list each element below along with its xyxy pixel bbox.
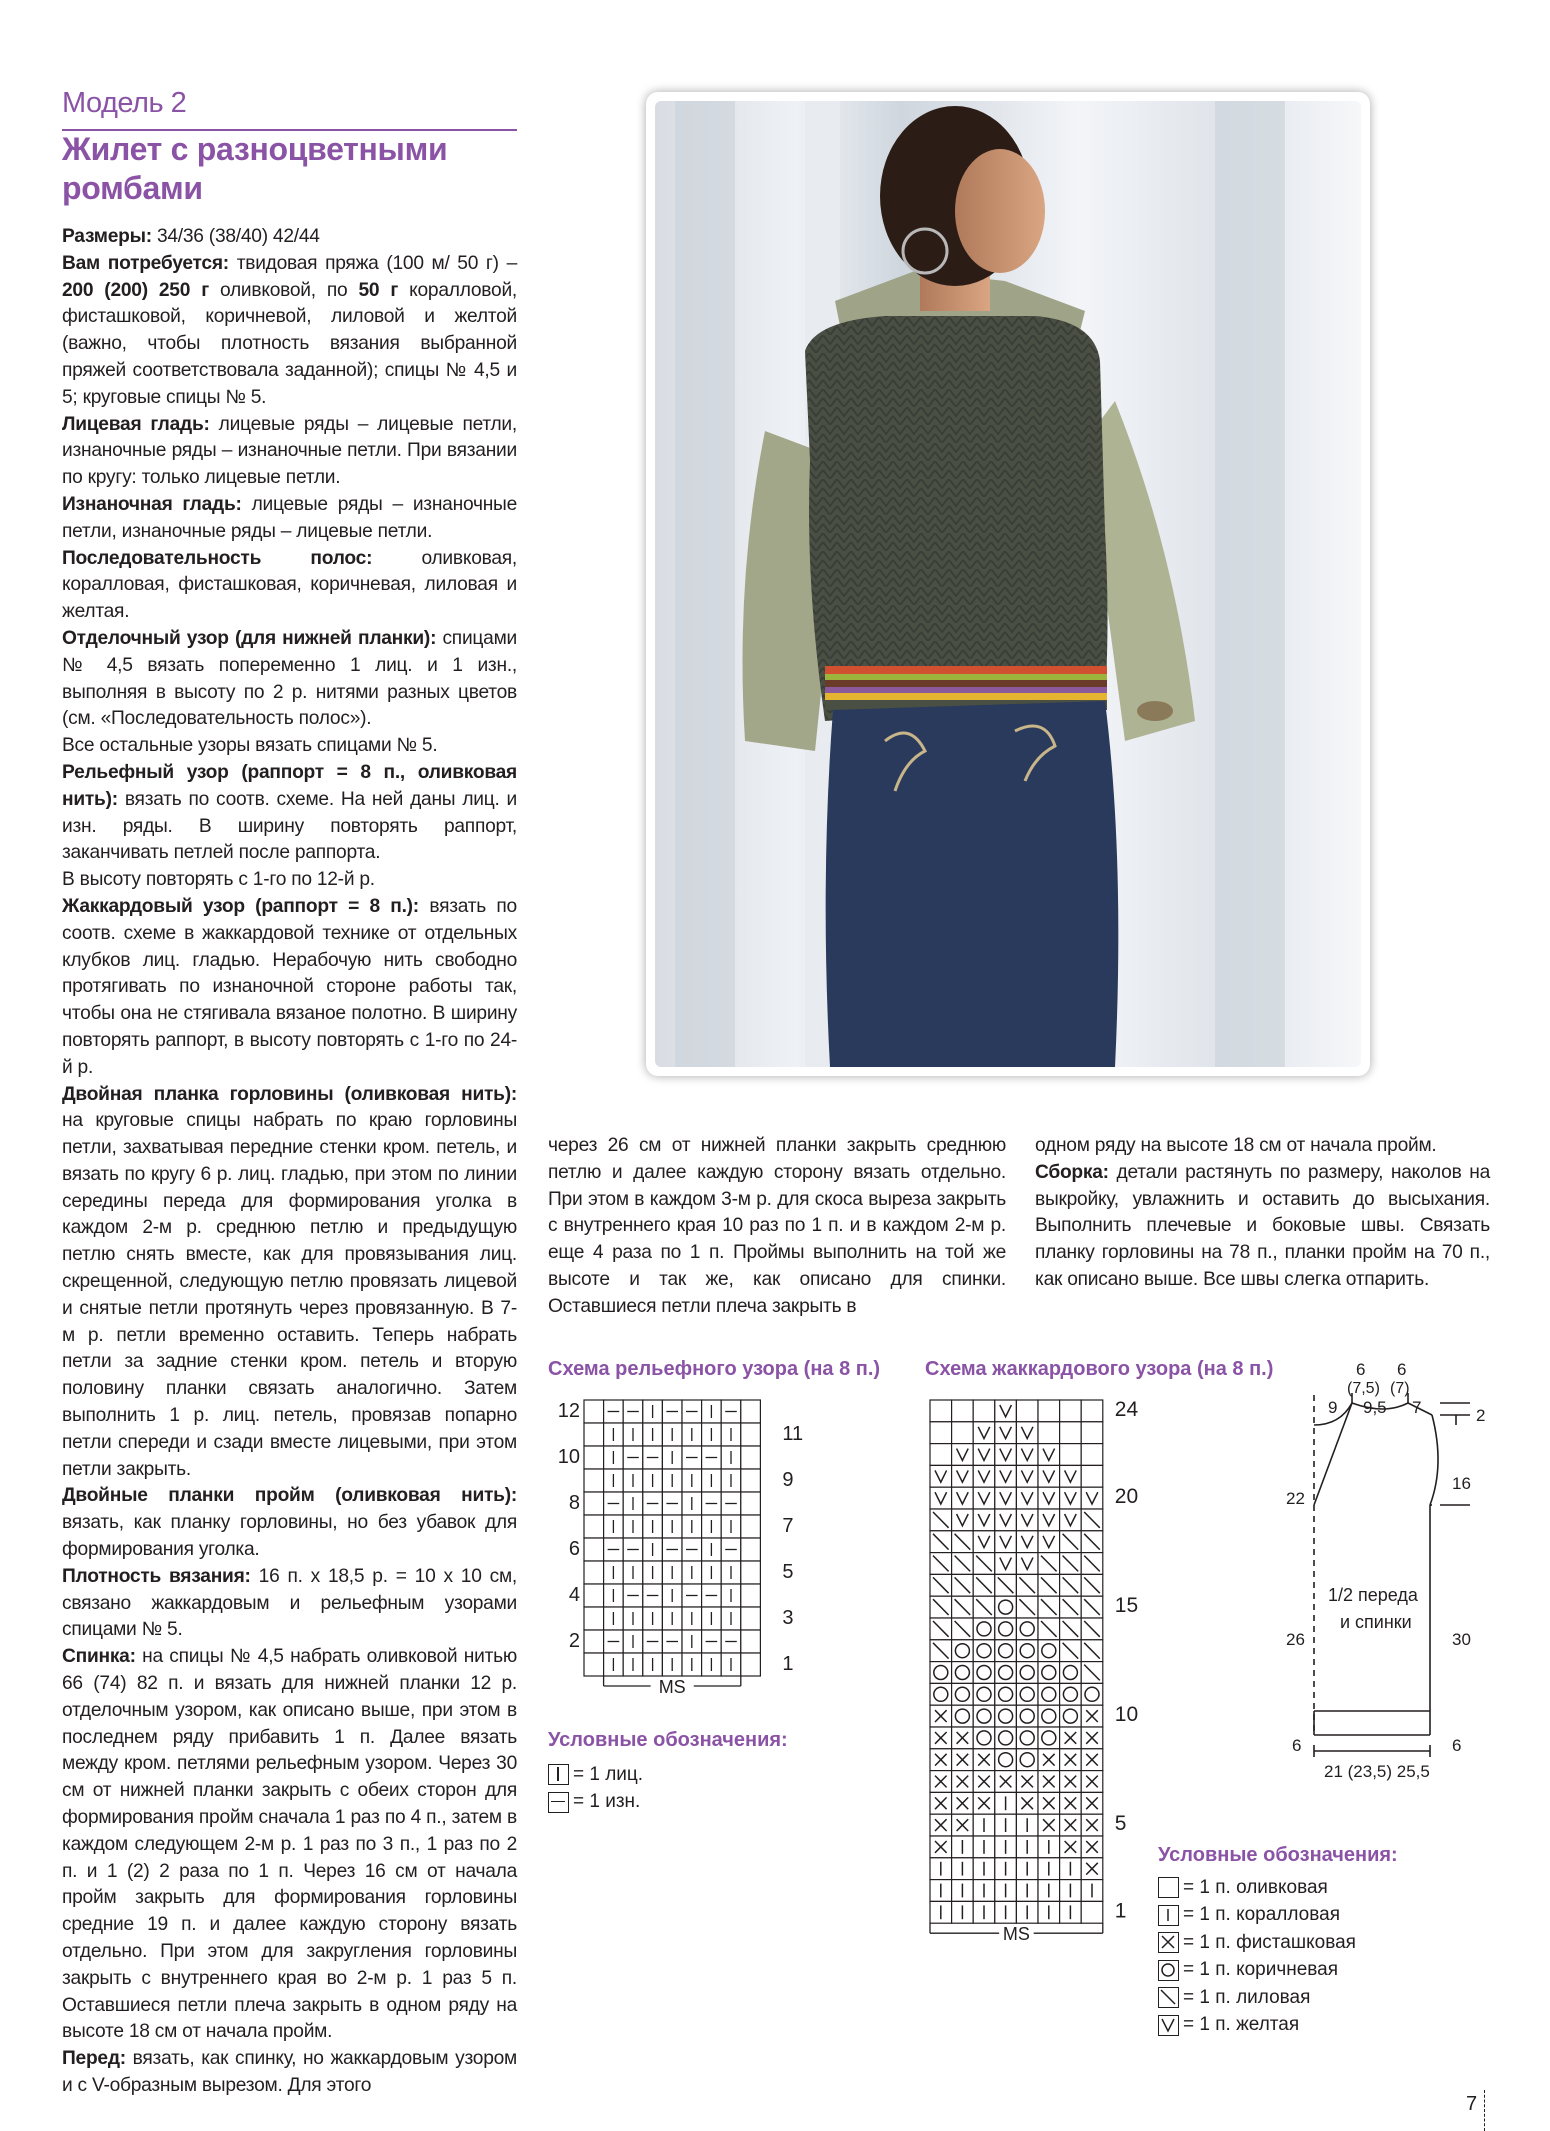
jacquard-chart <box>920 1390 1160 1990</box>
relief-row-number: 2 <box>568 1630 580 1652</box>
legend-purl-label: = 1 изн. <box>573 1791 641 1813</box>
jacquard-cell <box>995 1509 1017 1531</box>
relief-cell <box>741 1584 761 1607</box>
relief-cell <box>741 1515 761 1538</box>
paragraph <box>62 251 517 412</box>
legend-row-o <box>1158 1957 1356 1985</box>
jacquard-cell <box>1081 1400 1103 1422</box>
schematic-top2: 6 <box>1397 1360 1407 1379</box>
relief-cell <box>584 1492 604 1515</box>
relief-cell <box>584 1515 604 1538</box>
jacquard-cell <box>1060 1400 1082 1422</box>
text-run: на круговые спицы набрать по краю горловины петли, захватывая передние стенки кром. петель, и вязать по кругу 6 р. лиц. гладью, при этом по линии середины переда для формирования уголка в каждом 2-м р. среднюю петлю и предыдущую петлю снять вместе, как для провязывания лиц. скрещенной, следующую петлю провязать лицевой и снятые петли протянуть через провязанную. В 7-м р. петли временно оставить. Теперь набрать петли за задние стенки кром. петель и вторую половину планки связать аналогично. Затем выполнить 1 р. лиц. петель, провязав попарно петли спереди и сзади вместе лицевыми, при этом петли закрыть. <box>62 1110 517 1480</box>
text-column-3 <box>1035 1133 1490 1294</box>
text-column-2 <box>548 1133 1006 1321</box>
jacquard-cell <box>973 1400 995 1422</box>
jacquard-cell <box>1060 1422 1082 1444</box>
v-symbol-icon <box>1158 2015 1179 2036</box>
paragraph <box>62 224 517 251</box>
jacquard-cell <box>1038 1487 1060 1509</box>
legend-label: = 1 п. лиловая <box>1183 1986 1311 2008</box>
jacquard-cell <box>1016 1465 1038 1487</box>
paragraph <box>62 2046 517 2100</box>
relief-cell <box>741 1423 761 1446</box>
jacquard-cell <box>952 1465 974 1487</box>
relief-row-number: 7 <box>782 1515 794 1537</box>
relief-grid <box>584 1400 760 1676</box>
jacquard-cell <box>930 1422 952 1444</box>
jacquard-cell <box>1038 1400 1060 1422</box>
relief-legend-title: Условные обозначения: <box>548 1729 788 1751</box>
relief-row-number: 1 <box>782 1653 794 1675</box>
text-run: на спицы № 4,5 набрать оливковой нитью 66 (74) 82 п. и вязать для нижней планки 12 р. отделочным узором, как описано выше, при этом в последнем ряду прибавить 1 п. Далее вязать между кром. петлями рельефным узором. Через 30 см от нижней планки закрыть с обеих сторон для формирования пройм сначала 1 раз по 4 п., затем в каждом следующем 2-м р. 1 раз по 3 п., 1 раз по 2 п. и 1 (2) 2 раза по 1 п. Через 16 см от начала пройм закрыть для формирования горловины средние 19 п. и далее каждую сторону вязать отдельно. При этом для закругления горловины закрыть с внутреннего края во 2-м р. 1 раз 5 п. Оставшиеся петли плеча закрыть в одном ряду на высоте 18 см от начала пройм. <box>62 1646 517 2043</box>
schematic-bottom: 21 (23,5) 25,5 <box>1324 1762 1430 1781</box>
text-run: твидовая пряжа (100 м/ 50 г) – <box>228 252 517 274</box>
relief-cell <box>741 1446 761 1469</box>
relief-cell <box>741 1561 761 1584</box>
relief-row-number: 4 <box>568 1584 580 1606</box>
paragraph <box>548 1133 1006 1321</box>
text-run: вязать по соотв. схеме в жаккардовой технике от отдельных клубков лиц. гладью. Нерабочую нить свободно протягивать по изнаночной стороне работы так, чтобы она не стягивала вязаное полотно. В ширину повторять раппорт, в высоту повторять с 1-го по 24-й р. <box>62 895 517 1078</box>
text-run: вязать, как планку горловины, но без убавок для формирования уголка. <box>62 1512 517 1561</box>
relief-cell <box>741 1607 761 1630</box>
schematic-right-30: 30 <box>1452 1630 1471 1649</box>
legend-label: = 1 п. коричневая <box>1183 1959 1339 1981</box>
jacquard-cell <box>930 1444 952 1466</box>
jacquard-cell <box>1016 1531 1038 1553</box>
jacquard-cell <box>995 1422 1017 1444</box>
bold-run: Двойные планки пройм (оливковая нить): <box>62 1485 517 1507</box>
bold-run: Последовательность полос: <box>62 547 373 569</box>
jacquard-cell <box>952 1444 974 1466</box>
jacquard-cell <box>1060 1509 1082 1531</box>
relief-cell <box>584 1584 604 1607</box>
text-run: через 26 см от нижней планки закрыть среднюю петлю и далее каждую сторону вязать отдельно. При этом в каждом 3-м р. для скоса выреза закрыть с внутреннего края 10 раз по 1 п. и в каждом 2-м р. еще 4 раза по 1 п. Проймы выполнить на той же высоте и так же, как описано для спинки. Оставшиеся петли плеча закрыть в <box>548 1135 1006 1317</box>
jacquard-row-number: 20 <box>1114 1485 1139 1509</box>
text-run: Все остальные узоры вязать спицами № 5. <box>62 735 438 757</box>
bold-run: Перед: <box>62 2048 126 2070</box>
relief-legend <box>548 1761 643 1816</box>
jacquard-cell <box>1016 1509 1038 1531</box>
text-run: лицевые ряды – лицевые петли, изнаночные ряды – изнаночные петли. При вязании по кругу: только лицевые петли. <box>62 413 517 489</box>
relief-row-number: 6 <box>568 1538 580 1560</box>
jacquard-row-number: 10 <box>1114 1703 1139 1727</box>
garment-schematic <box>1270 1355 1520 1805</box>
empty-symbol-icon <box>1158 1877 1179 1898</box>
jacquard-cell <box>973 1422 995 1444</box>
relief-cell <box>584 1400 604 1423</box>
jacquard-cell <box>973 1531 995 1553</box>
schematic-neck: 9 <box>1328 1398 1338 1417</box>
legend-knit-label: = 1 лиц. <box>573 1763 644 1785</box>
bold-run: Спинка: <box>62 1646 136 1668</box>
jacquard-cell <box>1038 1465 1060 1487</box>
paragraph <box>62 760 517 867</box>
bold-run: 200 (200) 250 г <box>62 279 209 301</box>
relief-cell <box>741 1492 761 1515</box>
paragraph <box>62 546 517 626</box>
jacquard-cell <box>973 1509 995 1531</box>
jacquard-cell <box>952 1400 974 1422</box>
jacquard-row-number: 15 <box>1114 1594 1139 1618</box>
schematic-left-6: 6 <box>1292 1736 1302 1755</box>
schematic-neck2: 9,5 <box>1363 1398 1387 1417</box>
jacquard-cell <box>1081 1422 1103 1444</box>
jacquard-legend <box>1158 1874 1356 2039</box>
jacquard-cell <box>1016 1444 1038 1466</box>
jacquard-cell <box>1016 1400 1038 1422</box>
jacquard-cell <box>952 1422 974 1444</box>
jacquard-cell <box>930 1465 952 1487</box>
legend-row-vert <box>1158 1902 1356 1930</box>
paragraph <box>62 1082 517 1484</box>
bold-run: 50 г <box>358 279 399 301</box>
text-run: детали растянуть по размеру, наколов на выкройку, увлажнить и оставить до высыхания. Выполнить плечевые и боковые швы. Связать планку горловины на 78 п., планки пройм на 70 п., как описано выше. Все швы слегка отпарить. <box>1035 1161 1490 1290</box>
photo-frame <box>646 92 1370 1076</box>
schematic-left-26: 26 <box>1286 1630 1305 1649</box>
bold-run: Сборка: <box>1035 1161 1109 1183</box>
paragraph <box>1035 1160 1490 1294</box>
jacquard-cell <box>1038 1444 1060 1466</box>
text-run: одном ряду на высоте 18 см от начала пройм. <box>1035 1135 1437 1156</box>
jacquard-cell <box>952 1487 974 1509</box>
diag-symbol-icon <box>1158 1987 1179 2008</box>
paragraph <box>62 412 517 492</box>
schematic-label-1: 1/2 переда <box>1328 1585 1418 1605</box>
relief-ms-label: MS <box>658 1677 686 1697</box>
bold-run: Отделочный узор (для нижней планки): <box>62 627 437 649</box>
relief-cell <box>584 1538 604 1561</box>
purl-symbol-icon <box>548 1792 569 1813</box>
relief-cell <box>741 1653 761 1676</box>
paragraph <box>62 894 517 1082</box>
paragraph <box>62 867 517 894</box>
jacquard-grid <box>930 1400 1103 1923</box>
text-run: 16 п. х 18,5 р. = 10 х 10 см, связано жаккардовым и рельефным узорами спицами № 5. <box>62 1565 517 1641</box>
jacquard-cell <box>1081 1444 1103 1466</box>
text-run: коралловой, фисташковой, коричневой, лиловой и желтой (важно, чтобы плотность вязания выбранной пряжей соответствовала заданной); спицы № 4,5 и 5; круговые спицы № 5. <box>62 279 518 408</box>
bold-run: Вам потребуется: <box>62 252 229 274</box>
legend-label: = 1 п. коралловая <box>1183 1904 1340 1926</box>
bold-run: Изнаночная гладь: <box>62 493 242 515</box>
paragraph <box>62 626 517 733</box>
paragraph <box>1035 1133 1490 1160</box>
jacquard-cell <box>1016 1487 1038 1509</box>
bold-run: Лицевая гладь: <box>62 413 210 435</box>
jacquard-cell <box>1016 1553 1038 1575</box>
relief-cell <box>584 1630 604 1653</box>
schematic-neck3: 7 <box>1412 1398 1422 1417</box>
x-symbol-icon <box>1158 1932 1179 1953</box>
relief-cell <box>584 1446 604 1469</box>
text-run: В высоту повторять с 1-го по 12-й р. <box>62 869 375 891</box>
relief-row-number: 10 <box>557 1446 580 1468</box>
relief-cell <box>584 1607 604 1630</box>
legend-knit <box>548 1761 643 1789</box>
relief-cell <box>584 1423 604 1446</box>
jacquard-row-number: 5 <box>1114 1812 1127 1836</box>
jacquard-cell <box>995 1553 1017 1575</box>
jacquard-cell <box>1081 1901 1103 1923</box>
title-line-2: ромбами <box>62 170 203 206</box>
jacquard-cell <box>1038 1531 1060 1553</box>
bold-run: Жаккардовый узор (раппорт = 8 п.): <box>62 895 419 917</box>
jacquard-cell <box>952 1509 974 1531</box>
jacquard-cell <box>995 1444 1017 1466</box>
relief-row-number: 9 <box>782 1469 794 1491</box>
relief-row-number: 5 <box>782 1561 794 1583</box>
jacquard-cell <box>995 1531 1017 1553</box>
jacquard-cell <box>930 1487 952 1509</box>
schematic-top2b: (7) <box>1390 1380 1410 1397</box>
jacquard-cell <box>1060 1487 1082 1509</box>
legend-row-v <box>1158 2012 1356 2040</box>
jacquard-cell <box>1016 1422 1038 1444</box>
relief-row-number: 8 <box>568 1492 580 1514</box>
text-run: оливковой, по <box>208 279 359 301</box>
text-column-1 <box>62 224 517 2100</box>
jacquard-cell <box>1060 1465 1082 1487</box>
bold-run: Рельефный узор (раппорт = 8 п., оливковая нить): <box>62 761 517 810</box>
relief-chart-title: Схема рельефного узора (на 8 п.) <box>548 1358 881 1380</box>
relief-cell <box>584 1653 604 1676</box>
text-run: спицами № 4,5 вязать попеременно 1 лиц. и 1 изн., выполняя в высоту по 2 р. нитями разных цветов (см. «Последовательность полос»). <box>62 627 517 730</box>
jacquard-cell <box>995 1487 1017 1509</box>
jacquard-cell <box>1038 1422 1060 1444</box>
legend-row-diag <box>1158 1984 1356 2012</box>
paragraph <box>62 1483 517 1563</box>
relief-cell <box>741 1469 761 1492</box>
jacquard-row-number: 1 <box>1114 1899 1127 1923</box>
relief-chart <box>540 1390 840 1730</box>
legend-row-x <box>1158 1929 1356 1957</box>
vert-symbol-icon <box>1158 1905 1179 1926</box>
legend-purl <box>548 1789 643 1817</box>
jacquard-cell <box>930 1400 952 1422</box>
jacquard-chart-title: Схема жаккардового узора (на 8 п.) <box>925 1358 1274 1380</box>
page-title <box>62 130 532 208</box>
legend-label: = 1 п. оливковая <box>1183 1876 1328 1898</box>
jacquard-cell <box>973 1444 995 1466</box>
paragraph <box>62 492 517 546</box>
bold-run: Двойная планка горловины (оливковая нить): <box>62 1083 517 1105</box>
title-line-1: Жилет с разноцветными <box>62 131 448 167</box>
relief-row-number: 11 <box>782 1423 804 1445</box>
schematic-right-top: 2 <box>1476 1406 1486 1425</box>
schematic-label-2: и спинки <box>1340 1612 1412 1632</box>
text-run: лицевые ряды – изнаночные петли, изнаночные ряды – лицевые петли. <box>62 493 517 542</box>
relief-cell <box>741 1538 761 1561</box>
text-run: вязать по соотв. схеме. На ней даны лиц. и изн. ряды. В ширину повторять раппорт, заканчивать петлей после раппорта. <box>62 788 517 864</box>
o-symbol-icon <box>1158 1960 1179 1981</box>
paragraph <box>62 1564 517 1644</box>
relief-row-number: 12 <box>557 1400 580 1422</box>
paragraph <box>62 733 517 760</box>
text-run: вязать, как спинку, но жаккардовым узором и с V-образным вырезом. Для этого <box>62 2048 517 2096</box>
jacquard-row-number: 24 <box>1114 1398 1139 1421</box>
jacquard-cell <box>973 1487 995 1509</box>
relief-cell <box>584 1469 604 1492</box>
jacquard-ms-label: MS <box>1002 1924 1030 1945</box>
schematic-right-6: 6 <box>1452 1736 1462 1755</box>
bold-run: Размеры: <box>62 226 152 247</box>
relief-cell <box>584 1561 604 1584</box>
schematic-top1b: (7,5) <box>1347 1380 1380 1397</box>
model-photo <box>655 101 1361 1067</box>
page-number: 7 <box>1466 2093 1478 2115</box>
schematic-top1: 6 <box>1356 1360 1366 1379</box>
paragraph <box>62 1644 517 2046</box>
jacquard-cell <box>973 1465 995 1487</box>
jacquard-cell <box>1060 1444 1082 1466</box>
legend-label: = 1 п. желтая <box>1183 2014 1300 2036</box>
relief-row-number: 3 <box>782 1607 794 1629</box>
relief-cell <box>741 1400 761 1423</box>
jacquard-cell <box>995 1465 1017 1487</box>
text-run: 34/36 (38/40) 42/44 <box>151 226 320 247</box>
text-run: оливковая, коралловая, фисташковая, коричневая, лиловая и желтая. <box>62 547 517 623</box>
jacquard-cell <box>1081 1465 1103 1487</box>
photo-illustration <box>655 101 1361 1067</box>
relief-cell <box>741 1630 761 1653</box>
bold-run: Плотность вязания: <box>62 1565 251 1587</box>
jacquard-cell <box>1081 1487 1103 1509</box>
model-label: Модель 2 <box>62 87 187 119</box>
jacquard-cell <box>995 1400 1017 1422</box>
jacquard-cell <box>1038 1509 1060 1531</box>
schematic-right-16: 16 <box>1452 1474 1471 1493</box>
knit-symbol-icon <box>548 1764 569 1785</box>
legend-row-empty <box>1158 1874 1356 1902</box>
legend-label: = 1 п. фисташковая <box>1183 1931 1356 1953</box>
page-number-rule <box>1484 2090 1485 2131</box>
schematic-left-22: 22 <box>1286 1489 1305 1508</box>
jacquard-legend-title: Условные обозначения: <box>1158 1844 1398 1866</box>
